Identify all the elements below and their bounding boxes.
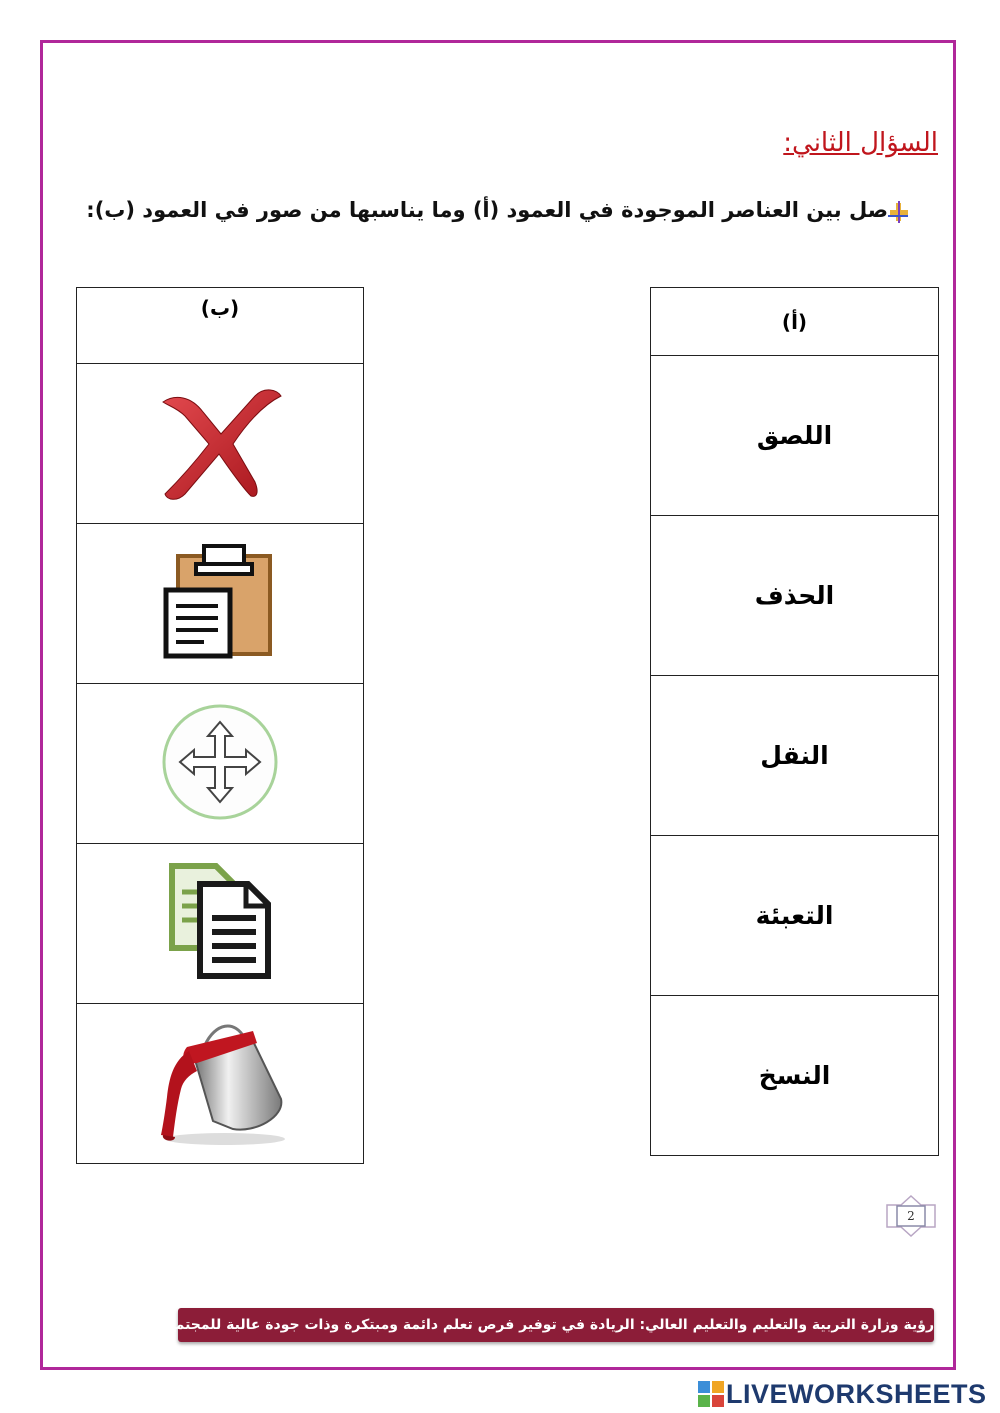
move-arrows-icon bbox=[160, 702, 280, 822]
liveworksheets-logo-icon bbox=[698, 1381, 724, 1407]
picture-cell-5[interactable] bbox=[77, 1004, 364, 1164]
item-label: الحذف bbox=[754, 581, 835, 610]
column-b-table bbox=[76, 287, 364, 1164]
copy-documents-icon bbox=[160, 862, 280, 982]
item-copy[interactable] bbox=[651, 996, 939, 1156]
question-title: السؤال الثاني: bbox=[783, 128, 938, 158]
instruction-text: صل بين العناصر الموجودة في العمود (أ) وما يناسبها من صور في العمود (ب): bbox=[86, 198, 888, 222]
footer-vision-bar: رؤية وزارة التربية والتعليم والتعليم العالي: الريادة في توفير فرص تعلم دائمة ومبتكرة وذات جودة عالية للمجتمع القطري bbox=[178, 1308, 934, 1342]
paint-bucket-fill-icon bbox=[145, 1017, 295, 1147]
item-paste[interactable] bbox=[651, 356, 939, 516]
column-a-table bbox=[650, 287, 939, 1156]
brand-watermark[interactable] bbox=[698, 1378, 987, 1410]
item-delete[interactable] bbox=[651, 516, 939, 676]
picture-cell-2[interactable] bbox=[77, 524, 364, 684]
column-b-header: (ب) bbox=[77, 288, 364, 364]
picture-cell-3[interactable] bbox=[77, 684, 364, 844]
page-number: 2 bbox=[907, 1209, 915, 1223]
brand-name: LIVEWORKSHEETS bbox=[726, 1378, 987, 1409]
page-number-badge bbox=[885, 1195, 937, 1237]
item-label: التعبئة bbox=[755, 901, 834, 930]
red-x-delete-icon bbox=[155, 382, 285, 502]
column-a-header: (أ) bbox=[651, 288, 939, 356]
item-fill[interactable] bbox=[651, 836, 939, 996]
item-label: النقل bbox=[760, 741, 829, 770]
item-move[interactable] bbox=[651, 676, 939, 836]
bullet-icon bbox=[888, 201, 910, 223]
picture-cell-4[interactable] bbox=[77, 844, 364, 1004]
item-label: النسخ bbox=[758, 1061, 831, 1090]
clipboard-paste-icon bbox=[160, 542, 280, 662]
item-label: اللصق bbox=[756, 421, 833, 450]
picture-cell-1[interactable] bbox=[77, 364, 364, 524]
